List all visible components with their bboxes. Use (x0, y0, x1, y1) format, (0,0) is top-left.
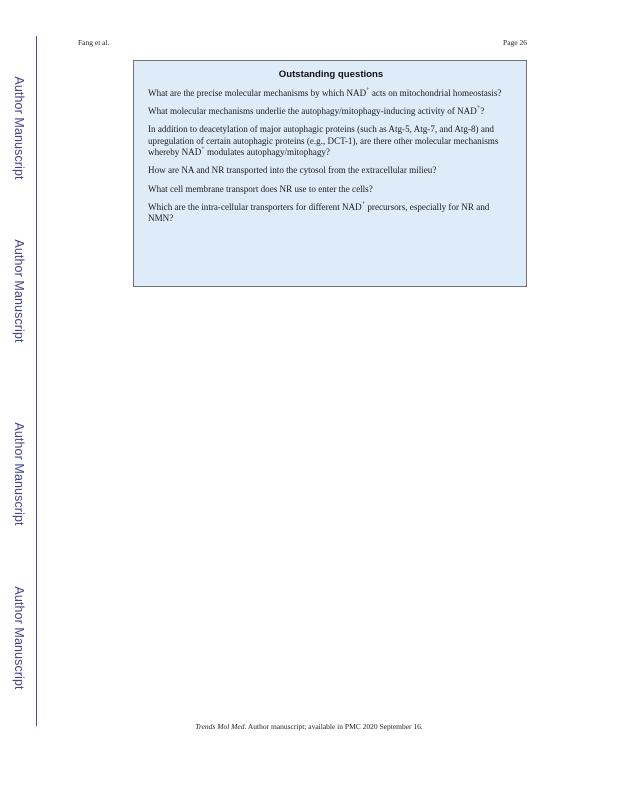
running-head-page: Page 26 (503, 38, 527, 47)
question-item: Which are the intra-cellular transporters for different NAD+ precursors, especially for NR and NMN? (148, 200, 490, 224)
question-item: How are NA and NR transported into the cytosol from the extracellular milieu? (148, 165, 437, 176)
citation-footer (0, 722, 618, 731)
sidebar-rule (36, 36, 37, 726)
question-item: What molecular mechanisms underlie the autophagy/mitophagy-inducing activity of NAD+? (148, 105, 485, 117)
question-item: In addition to deacetylation of major autophagic proteins (such as Atg-5, Atg-7, and Atg-8) and upregulation of certain autophagic proteins (e.g., DCT-1), are there other molecular mechanisms whereby NAD+ modulates autophagy/mitophagy? (148, 124, 499, 158)
box-title: Outstanding questions (278, 69, 384, 80)
question-item: What are the precise molecular mechanisms by which NAD+ acts on mitochondrial homeostasis? (148, 86, 502, 98)
citation-text: . Author manuscript; available in PMC 2020 September 16. (244, 722, 423, 731)
question-item: What cell membrane transport does NR use to enter the cells? (148, 183, 373, 194)
journal-name: Trends Mol Med (195, 722, 245, 731)
running-head-authors: Fang et al. (78, 38, 110, 47)
outstanding-questions-box (133, 60, 527, 287)
